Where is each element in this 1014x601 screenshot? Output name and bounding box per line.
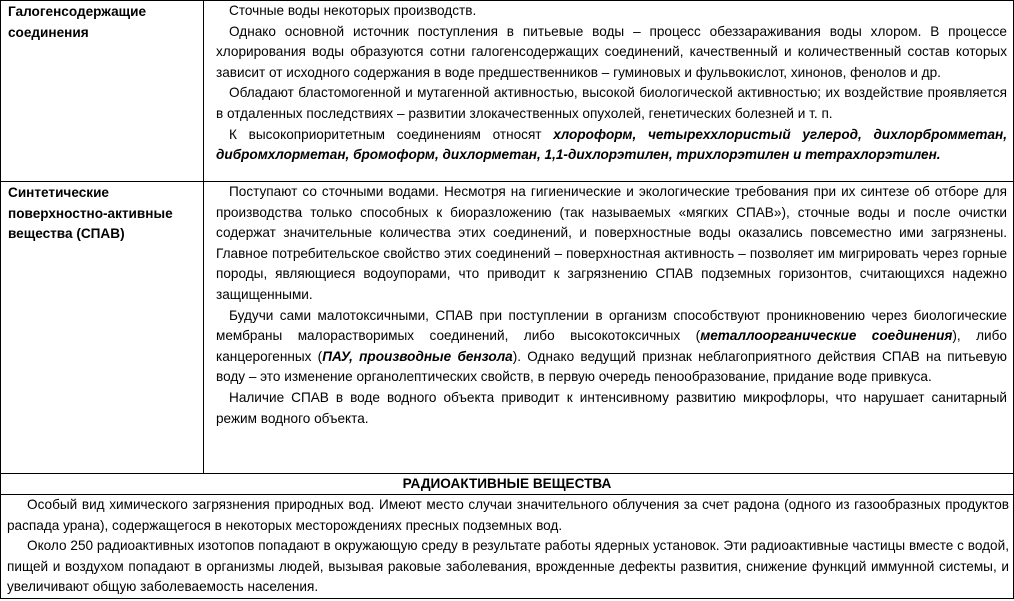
paragraph: Обладают бластомогенной и мутагенной активностью, высокой биологической активностью; их воздействие проявляется в отдаленных последствиях – развитии злокачественных опухолей, генетических болезней и т. п.	[216, 85, 1007, 121]
row-term: Синтетические поверхностно-активные вещества (СПАВ)	[1, 182, 204, 474]
paragraph: Особый вид химического загрязнения природных вод. Имеют место случаи значительного облучения за счет радона (одного из газообразных продуктов распада урана), содержащегося в некоторых месторождениях пресных подземных вод.	[7, 497, 1009, 533]
section-body-row	[1, 495, 1014, 599]
paragraph-text: Будучи сами малотоксичными, СПАВ при поступлении в организм способствуют проникновению через биологические мембраны малорастворимых соединений, либо высокотоксичных (	[216, 307, 1007, 344]
paragraph: Поступают со сточными водами. Несмотря на гигиенические и экологические требования при их синтезе об отборе для производства только способных к биоразложению (так называемых «мягких СПАВ»), сточные воды и после очистки содержат значительные количества этих соединений, и поверхностные воды оказались повсеместно ими загрязнены. Главное потребительское свойство этих соединений – поверхностная активность – позволяет им мигрировать через горные породы, являющиеся водоупорами, что приводит к загрязнению СПАВ подземных горизонтов, считающихся надежно защищенными.	[216, 184, 1007, 302]
table-row	[1, 182, 1014, 474]
emphasized-text: хлороформ, четыреххлористый углерод, дихлорбромметан, дибромхлорметан, бромоформ, дихлорметан, 1,1-дихлорэтилен, трихлорэтилен и тетрахлорэтилен.	[216, 126, 1007, 163]
emphasized-text: металлоорганические соединения	[700, 328, 953, 344]
table-row	[1, 1, 1014, 182]
paragraph-text: К высокоприоритетным соединениям относят	[229, 126, 554, 142]
paragraph: Наличие СПАВ в воде водного объекта приводит к интенсивному развитию микрофлоры, что нарушает санитарный режим водного объекта.	[216, 389, 1007, 426]
paragraph: Сточные воды некоторых производств.	[229, 3, 477, 18]
row-description	[204, 1, 1014, 182]
emphasized-text: ПАУ, производные бензола	[322, 348, 513, 364]
section-header-row	[1, 474, 1014, 495]
paragraph	[216, 125, 1007, 166]
section-body	[1, 495, 1014, 599]
paragraph-text: ), либо канцерогенных (	[216, 328, 1007, 364]
paragraph: Около 250 радиоактивных изотопов попадают в окружающую среду в результате работы ядерных установок. Эти радиоактивные частицы вместе с водой, пищей и воздухом попадают в организмы людей, вызывая раковые заболевания, врожденные дефекты развития, снижение функций иммунной системы, и увеличивают общую заболеваемость населения.	[7, 538, 1009, 595]
paragraph	[216, 306, 1007, 388]
row-term: Галогенсодержащие соединения	[1, 1, 204, 182]
section-title: РАДИОАКТИВНЫЕ ВЕЩЕСТВА	[1, 474, 1014, 495]
row-description	[204, 182, 1014, 474]
paragraph: Однако основной источник поступления в питьевые воды – процесс обеззараживания воды хлором. В процессе хлорирования воды образуются сотни галогенсодержащих соединений, качественный и количественный состав которых зависит от исходного содержания в воде предшественников – гуминовых и фульвокислот, хинонов, фенолов и др.	[216, 23, 1007, 80]
paragraph-text: ). Однако ведущий признак неблагоприятного действия СПАВ на питьевую воду – это изменение органолептических свойств, в первую очередь пенообразование, придание воде привкуса.	[216, 348, 1007, 385]
